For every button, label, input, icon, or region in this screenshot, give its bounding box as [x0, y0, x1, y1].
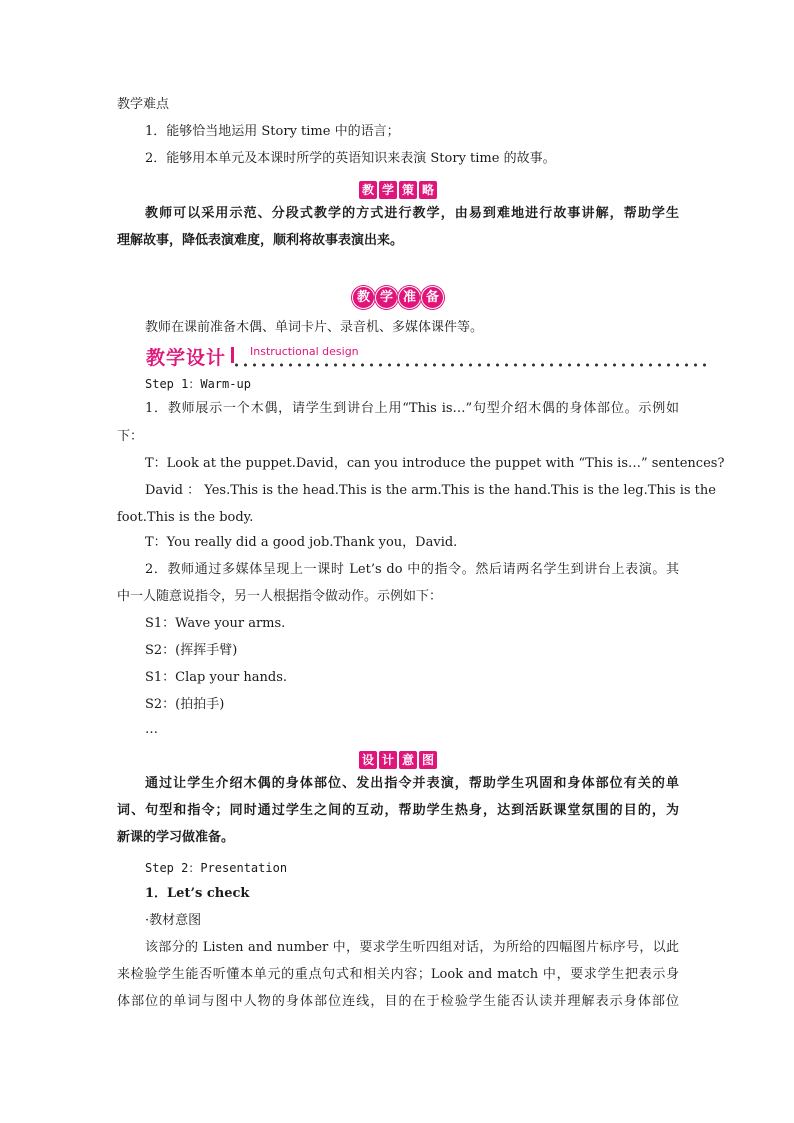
- dialogue-teacher-2: T：You really did a good job.Thank you，David.: [145, 535, 458, 550]
- step-1-text-line-2: 下：: [117, 429, 144, 444]
- dialogue-david-line-2: foot.This is the body.: [117, 510, 254, 525]
- design-title: 教学设计: [146, 347, 227, 369]
- material-text-line-1: 该部分的 Listen and number 中，要求学生听四组对话，为所给的四幅图片标序号，以此: [145, 940, 679, 955]
- badge-char: 备: [421, 286, 444, 309]
- design-divider-bar: [231, 347, 234, 363]
- preparation-text: 教师在课前准备木偶、单词卡片、录音机、多媒体课件等。: [145, 320, 484, 335]
- design-subtitle: Instructional design: [250, 345, 359, 358]
- strategy-text-line-2: 理解故事，降低表演难度，顺利将故事表演出来。: [117, 233, 404, 248]
- difficulty-item-2: 2．能够用本单元及本课时所学的英语知识来表演 Story time 的故事。: [145, 151, 556, 166]
- dotted-rule: [232, 363, 706, 367]
- badge-char: 设: [359, 751, 377, 769]
- badge-char: 教: [359, 181, 377, 199]
- badge-char: 教: [352, 286, 375, 309]
- badge-char: 图: [419, 751, 437, 769]
- badge-char: 计: [379, 751, 397, 769]
- badge-char: 策: [399, 181, 417, 199]
- badge-char: 学: [375, 286, 398, 309]
- difficulty-item-1: 1．能够恰当地运用 Story time 中的语言；: [145, 124, 400, 139]
- intent-text-line-1: 通过让学生介绍木偶的身体部位、发出指令并表演，帮助学生巩固和身体部位有关的单: [145, 776, 679, 791]
- teaching-preparation-badge: [117, 286, 679, 312]
- dialogue-s1-2: S1：Clap your hands.: [145, 670, 287, 685]
- dialogue-teacher-1: T：Look at the puppet.David，can you introduce the puppet with “This is…” sentences?: [145, 456, 725, 471]
- step-1-text-line-1: 1．教师展示一个木偶，请学生到讲台上用“This is…”句型介绍木偶的身体部位。示例如: [145, 401, 679, 416]
- step-1-text-2-line-2: 中一人随意说指令，另一人根据指令做动作。示例如下：: [117, 589, 443, 604]
- ellipsis: …: [145, 722, 158, 737]
- intent-text-line-2: 词、句型和指令；同时通过学生之间的互动，帮助学生热身，达到活跃课堂氛围的目的，为: [117, 803, 679, 818]
- material-text-line-3: 体部位的单词与图中人物的身体部位连线，目的在于检验学生能否认读并理解表示身体部位: [117, 994, 679, 1009]
- dialogue-david-line-1: David ： Yes.This is the head.This is the arm.This is the hand.This is the leg.This is the: [145, 483, 716, 498]
- badge-char: 意: [399, 751, 417, 769]
- badge-char: 略: [419, 181, 437, 199]
- material-text-line-2: 来检验学生能否听懂本单元的重点句式和相关内容；Look and match 中，要求学生把表示身: [117, 967, 679, 982]
- dialogue-s2-1: S2：(挥挥手臂): [145, 643, 238, 658]
- badge-char: 学: [379, 181, 397, 199]
- instructional-design-header: [146, 343, 706, 369]
- lets-check-heading: 1．Let’s check: [145, 886, 250, 901]
- badge-char: 准: [398, 286, 421, 309]
- difficulty-heading: 教学难点: [117, 97, 170, 112]
- design-intent-badge: [117, 749, 679, 771]
- step-1-heading: Step 1：Warm-up: [145, 377, 251, 391]
- intent-text-line-3: 新课的学习做准备。: [117, 830, 235, 845]
- step-2-heading: Step 2：Presentation: [145, 861, 288, 875]
- step-1-text-2-line-1: 2．教师通过多媒体呈现上一课时 Let’s do 中的指令。然后请两名学生到讲台上表演。其: [145, 562, 679, 577]
- strategy-text-line-1: 教师可以采用示范、分段式教学的方式进行教学，由易到难地进行故事讲解，帮助学生: [145, 206, 679, 221]
- dialogue-s1-1: S1：Wave your arms.: [145, 616, 286, 631]
- material-intent-label: ·教材意图: [145, 913, 202, 928]
- dialogue-s2-2: S2：(拍拍手): [145, 697, 225, 712]
- teaching-strategy-badge: [117, 179, 679, 201]
